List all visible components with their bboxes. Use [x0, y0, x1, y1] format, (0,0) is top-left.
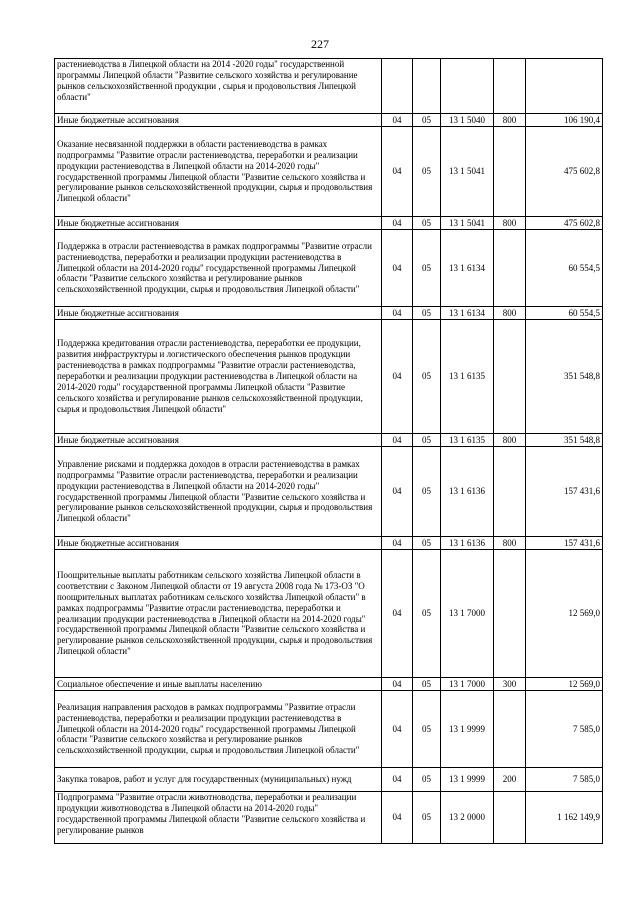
row-section: 04	[382, 307, 413, 320]
row-expense-type	[494, 550, 526, 678]
table-row	[55, 678, 603, 691]
row-name: растениеводства в Липецкой области на 2014 -2020 годы" государственной программы Липецкой области "Развитие сельского хозяйства и регулирование рынков сельскохозяйственной продукции , сырья и продовольствия Липецкой области"	[55, 59, 382, 114]
row-name: Управление рисками и поддержка доходов в отрасли растениеводства в рамках подпрограммы "Развитие отрасли растениеводства, переработки и реализации продукции растениеводства в Липецкой области на 2014-2020 годы" государственной программы Липецкой области "Развитие сельского хозяйства и регулирование рынков сельскохозяйственной продукции, сырья и продовольствия Липецкой области"	[55, 447, 382, 537]
row-name: Иные бюджетные ассигнования	[55, 217, 382, 230]
row-sum: 7 585,0	[526, 691, 603, 768]
row-target-article: 13 1 6135	[441, 434, 494, 447]
row-expense-type: 800	[494, 537, 526, 550]
row-target-article: 13 1 6134	[441, 307, 494, 320]
row-target-article	[441, 59, 494, 114]
table-row	[55, 792, 603, 844]
row-target-article: 13 1 6136	[441, 537, 494, 550]
table-row	[55, 59, 603, 114]
row-target-article: 13 1 9999	[441, 691, 494, 768]
row-section: 04	[382, 768, 413, 792]
row-sum: 157 431,6	[526, 447, 603, 537]
row-sum: 60 554,5	[526, 307, 603, 320]
row-target-article: 13 1 9999	[441, 768, 494, 792]
row-expense-type: 800	[494, 434, 526, 447]
table-row	[55, 550, 603, 678]
row-name: Иные бюджетные ассигнования	[55, 307, 382, 320]
table-row	[55, 114, 603, 127]
row-expense-type	[494, 230, 526, 307]
row-section: 04	[382, 792, 413, 844]
row-expense-type	[494, 691, 526, 768]
row-target-article: 13 1 7000	[441, 678, 494, 691]
table-row	[55, 691, 603, 768]
row-sum	[526, 59, 603, 114]
table-row	[55, 230, 603, 307]
row-sum: 157 431,6	[526, 537, 603, 550]
row-sum: 475 602,8	[526, 217, 603, 230]
row-expense-type: 200	[494, 768, 526, 792]
row-expense-type	[494, 127, 526, 217]
row-name: Иные бюджетные ассигнования	[55, 114, 382, 127]
row-expense-type	[494, 59, 526, 114]
row-subsection: 05	[413, 678, 441, 691]
page-number: 227	[311, 37, 329, 51]
row-target-article: 13 1 7000	[441, 550, 494, 678]
row-sum: 12 569,0	[526, 550, 603, 678]
row-subsection: 05	[413, 447, 441, 537]
row-subsection: 05	[413, 307, 441, 320]
table-row	[55, 320, 603, 434]
table-row	[55, 307, 603, 320]
row-subsection: 05	[413, 691, 441, 768]
row-subsection	[413, 59, 441, 114]
row-sum: 106 190,4	[526, 114, 603, 127]
row-name: Социальное обеспечение и иные выплаты населению	[55, 678, 382, 691]
row-subsection: 05	[413, 537, 441, 550]
row-subsection: 05	[413, 792, 441, 844]
row-target-article: 13 1 5040	[441, 114, 494, 127]
row-name: Поощрительные выплаты работникам сельского хозяйства Липецкой области в соответствии с Законом Липецкой области от 19 августа 2008 года № 173-ОЗ "О поощрительных выплатах работникам сельского хозяйства Липецкой области" в рамках подпрограммы "Развитие отрасли растениеводства, переработки и реализации продукции растениеводства в Липецкой области на 2014-2020 годы" государственной программы Липецкой области "Развитие сельского хозяйства и регулирование рынков сельскохозяйственной продукции, сырья и продовольствия Липецкой области"	[55, 550, 382, 678]
row-expense-type	[494, 792, 526, 844]
row-subsection: 05	[413, 434, 441, 447]
row-sum: 1 162 149,9	[526, 792, 603, 844]
row-section	[382, 59, 413, 114]
row-subsection: 05	[413, 114, 441, 127]
row-section: 04	[382, 127, 413, 217]
table-row	[55, 217, 603, 230]
row-section: 04	[382, 230, 413, 307]
row-section: 04	[382, 217, 413, 230]
row-expense-type: 800	[494, 307, 526, 320]
row-subsection: 05	[413, 550, 441, 678]
row-target-article: 13 1 6134	[441, 230, 494, 307]
row-name: Поддержка кредитования отрасли растениеводства, переработки ее продукции, развития инфраструктуры и логистического обеспечения рынков продукции растениеводства в рамках подпрограммы "Развитие отрасли растениеводства, переработки и реализации продукции растениеводства в Липецкой области на 2014-2020 годы" государственной программы Липецкой области "Развитие сельского хозяйства и регулирование рынков сельскохозяйственной продукции, сырья и продовольствия Липецкой области"	[55, 320, 382, 434]
row-subsection: 05	[413, 230, 441, 307]
row-section: 04	[382, 320, 413, 434]
row-section: 04	[382, 678, 413, 691]
row-expense-type: 800	[494, 114, 526, 127]
row-section: 04	[382, 550, 413, 678]
row-name: Закупка товаров, работ и услуг для государственных (муниципальных) нужд	[55, 768, 382, 792]
table-row	[55, 447, 603, 537]
row-subsection: 05	[413, 217, 441, 230]
row-target-article: 13 1 5041	[441, 127, 494, 217]
row-name: Оказание несвязанной поддержки в области растениеводства в рамках подпрограммы "Развитие отрасли растениеводства, переработки и реализации продукции растениеводства в Липецкой области на 2014-2020 годы" государственной программы Липецкой области "Развитие сельского хозяйства и регулирование рынков сельскохозяйственной продукции, сырья и продовольствия Липецкой области"	[55, 127, 382, 217]
row-name: Иные бюджетные ассигнования	[55, 434, 382, 447]
row-section: 04	[382, 434, 413, 447]
row-expense-type	[494, 320, 526, 434]
table-row	[55, 434, 603, 447]
row-expense-type: 300	[494, 678, 526, 691]
row-name: Реализация направления расходов в рамках подпрограммы "Развитие отрасли растениеводства, переработки и реализации продукции растениеводства в Липецкой области на 2014-2020 годы" государственной программы Липецкой области "Развитие сельского хозяйства и регулирование рынков сельскохозяйственной продукции, сырья и продовольствия Липецкой области"	[55, 691, 382, 768]
row-target-article: 13 2 0000	[441, 792, 494, 844]
row-section: 04	[382, 691, 413, 768]
row-target-article: 13 1 6135	[441, 320, 494, 434]
row-sum: 7 585,0	[526, 768, 603, 792]
row-section: 04	[382, 537, 413, 550]
row-name: Подпрограмма "Развитие отрасли животноводства, переработки и реализации продукции животноводства в Липецкой области на 2014-2020 годы" государственной программы Липецкой области "Развитие сельского хозяйства и регулирование рынков	[55, 792, 382, 844]
row-subsection: 05	[413, 127, 441, 217]
row-sum: 60 554,5	[526, 230, 603, 307]
row-target-article: 13 1 5041	[441, 217, 494, 230]
table-row	[55, 537, 603, 550]
table-row	[55, 768, 603, 792]
row-expense-type: 800	[494, 217, 526, 230]
table-row	[55, 127, 603, 217]
row-name: Поддержка в отрасли растениеводства в рамках подпрограммы "Развитие отрасли растениеводства, переработки и реализации продукции растениеводства в Липецкой области на 2014-2020 годы" государственной программы Липецкой области "Развитие сельского хозяйства и регулирование рынков сельскохозяйственной продукции, сырья и продовольствия Липецкой области"	[55, 230, 382, 307]
row-section: 04	[382, 447, 413, 537]
row-target-article: 13 1 6136	[441, 447, 494, 537]
row-sum: 475 602,8	[526, 127, 603, 217]
row-sum: 351 548,8	[526, 434, 603, 447]
row-section: 04	[382, 114, 413, 127]
row-sum: 12 569,0	[526, 678, 603, 691]
row-subsection: 05	[413, 320, 441, 434]
row-sum: 351 548,8	[526, 320, 603, 434]
row-expense-type	[494, 447, 526, 537]
row-name: Иные бюджетные ассигнования	[55, 537, 382, 550]
budget-table	[54, 58, 603, 844]
row-subsection: 05	[413, 768, 441, 792]
